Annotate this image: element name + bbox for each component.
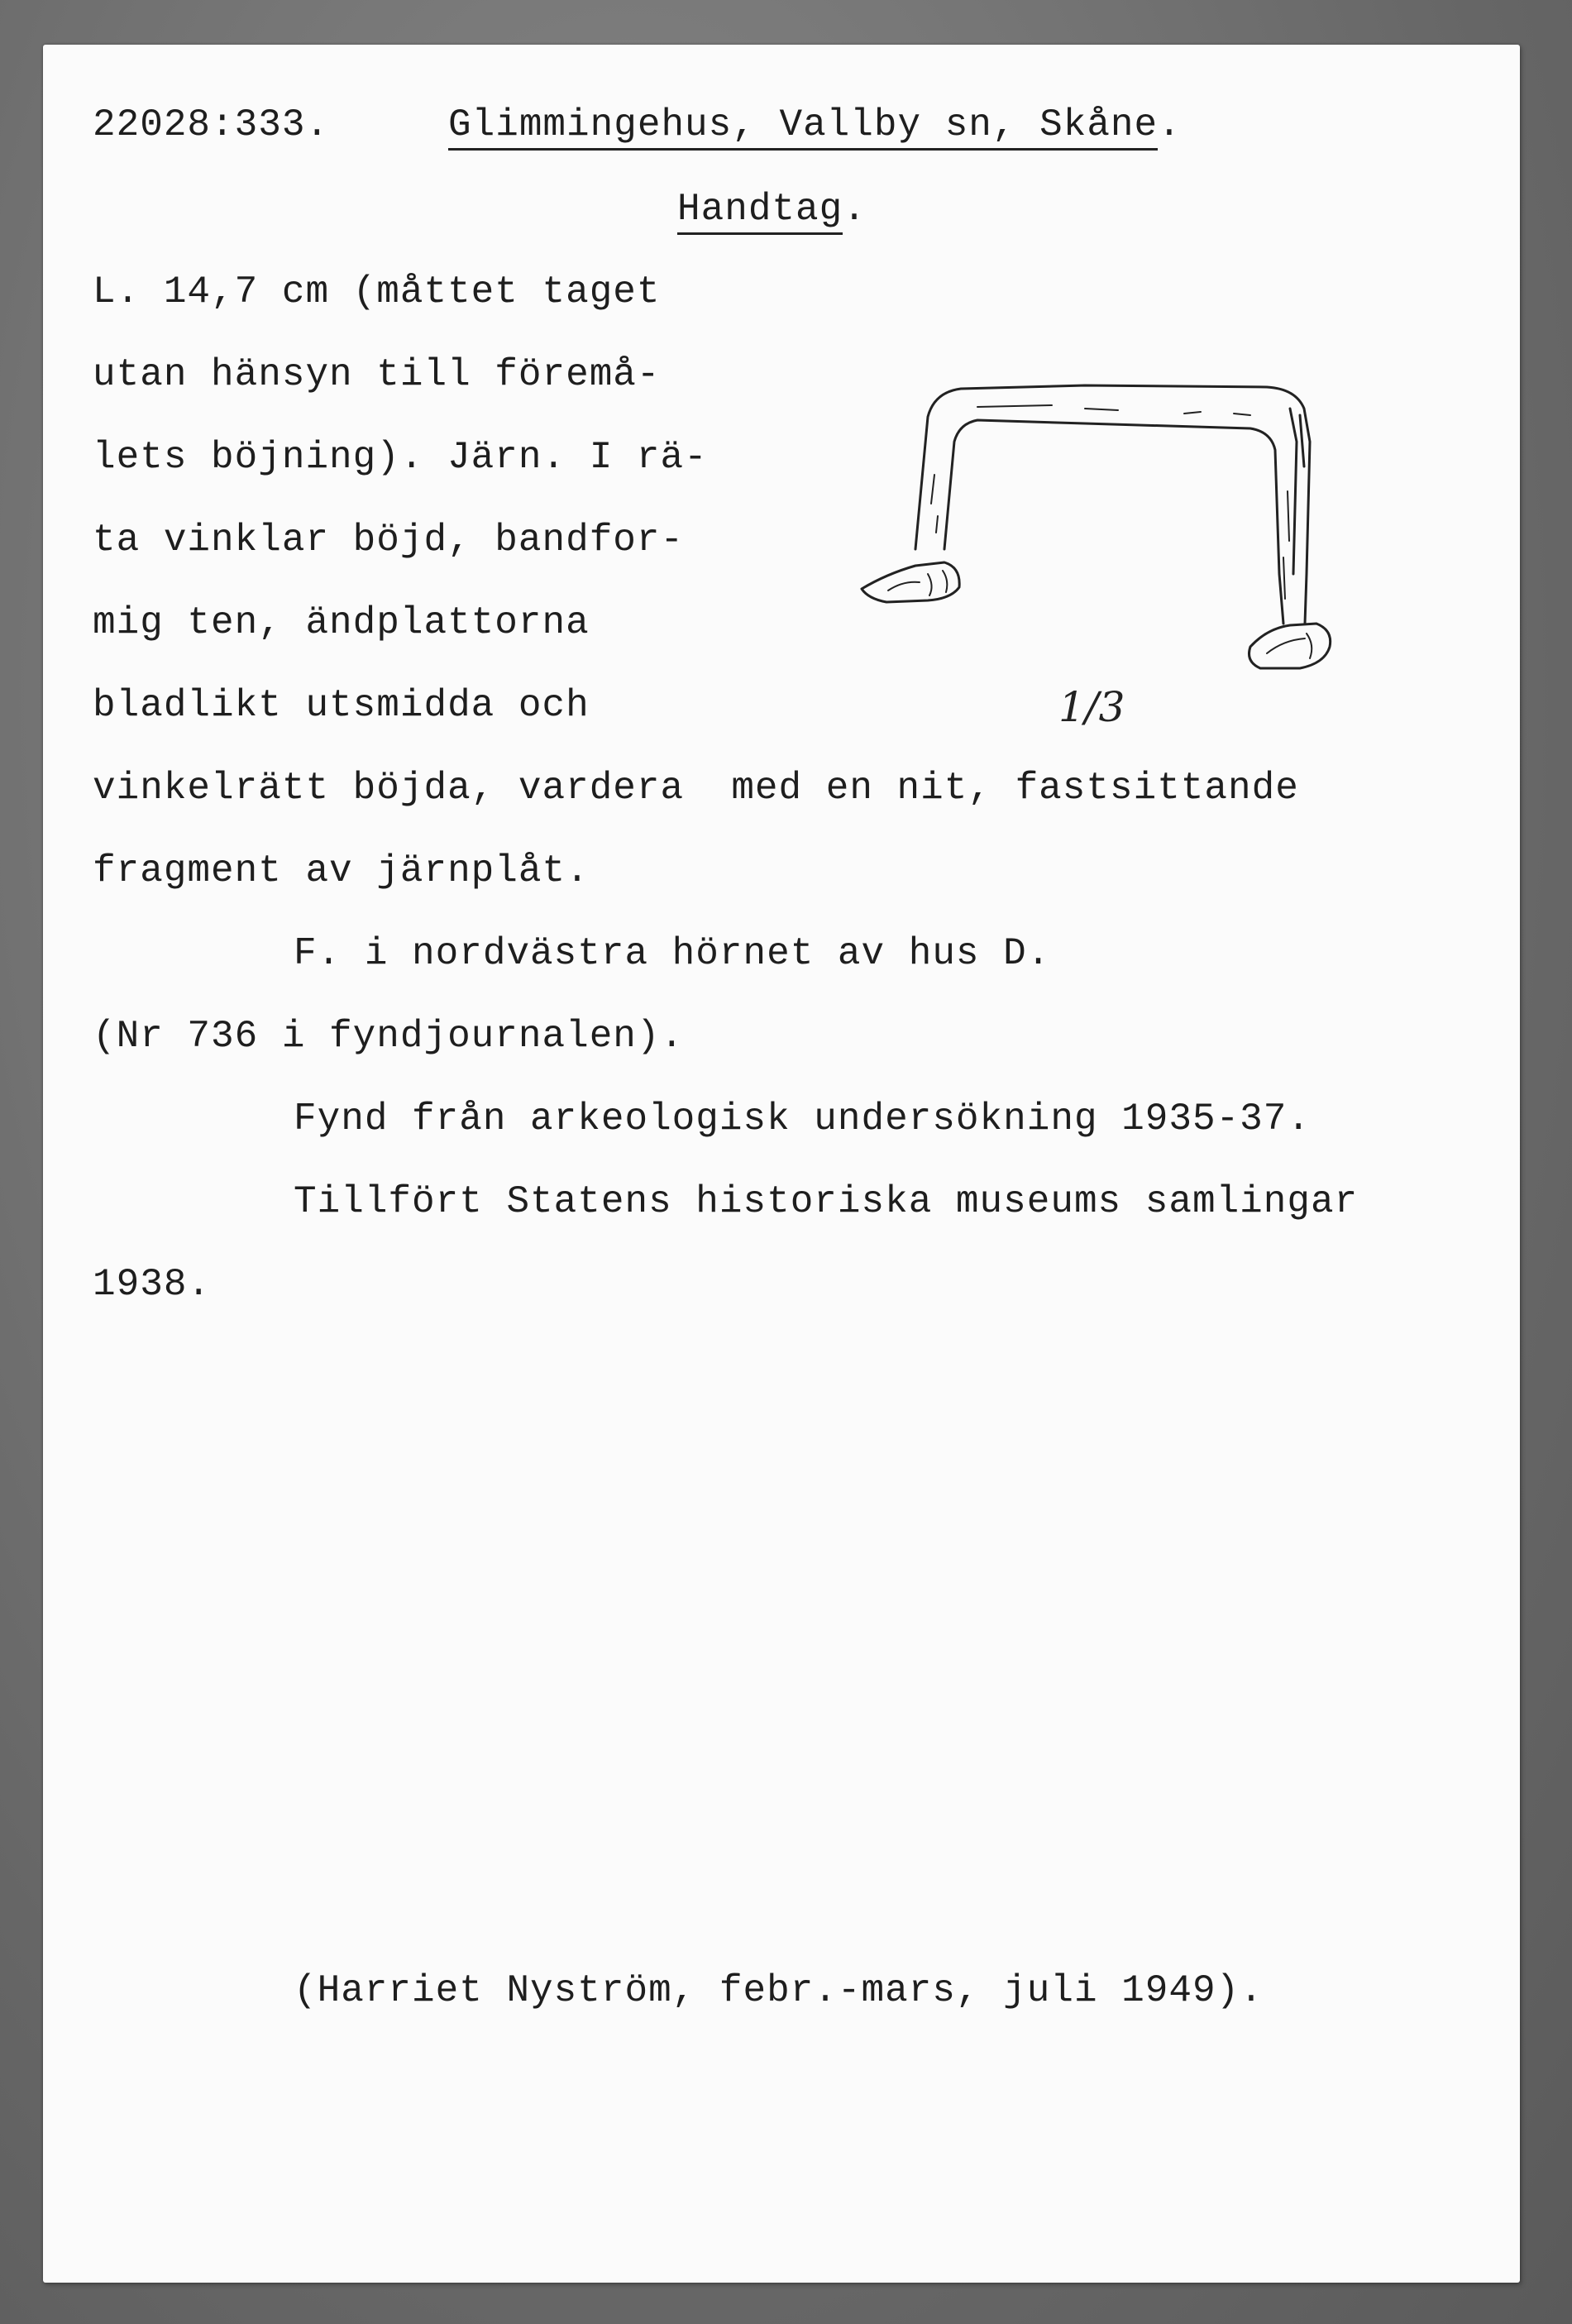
transfer-year: 1938. xyxy=(93,1263,212,1306)
cataloguer-signature: (Harriet Nyström, febr.-mars, juli 1949). xyxy=(294,1969,1264,2012)
handle-drawing xyxy=(837,326,1416,706)
catalog-number: 22028:333. xyxy=(93,103,330,146)
description-line: fragment av järnplåt. xyxy=(93,849,590,892)
find-location: F. i nordvästra hörnet av hus D. xyxy=(294,932,1051,975)
description-line: L. 14,7 cm (måttet taget xyxy=(93,270,661,313)
description-line: bladlikt utsmidda och xyxy=(93,684,590,727)
excavation-note: Fynd från arkeologisk undersökning 1935-37. xyxy=(294,1097,1311,1140)
object-heading xyxy=(677,188,867,231)
scale-label: 1/3 xyxy=(1058,683,1125,731)
site-terminator: . xyxy=(1158,103,1182,146)
description-line: mig ten, ändplattorna xyxy=(93,601,590,644)
journal-reference: (Nr 736 i fyndjournalen). xyxy=(93,1015,685,1058)
description-line: lets böjning). Järn. I rä- xyxy=(93,436,708,479)
catalog-card xyxy=(43,45,1520,2283)
description-line: vinkelrätt böjda, vardera med en nit, fastsittande xyxy=(93,767,1299,810)
description-line: utan hänsyn till föremå- xyxy=(93,353,661,396)
site-heading xyxy=(448,103,1182,146)
object-name: Handtag xyxy=(677,188,843,235)
object-terminator: . xyxy=(843,188,867,231)
site-name: Glimmingehus, Vallby sn, Skåne xyxy=(448,103,1158,151)
description-line: ta vinklar böjd, bandfor- xyxy=(93,519,685,562)
transfer-note: Tillfört Statens historiska museums samlingar xyxy=(294,1180,1359,1223)
